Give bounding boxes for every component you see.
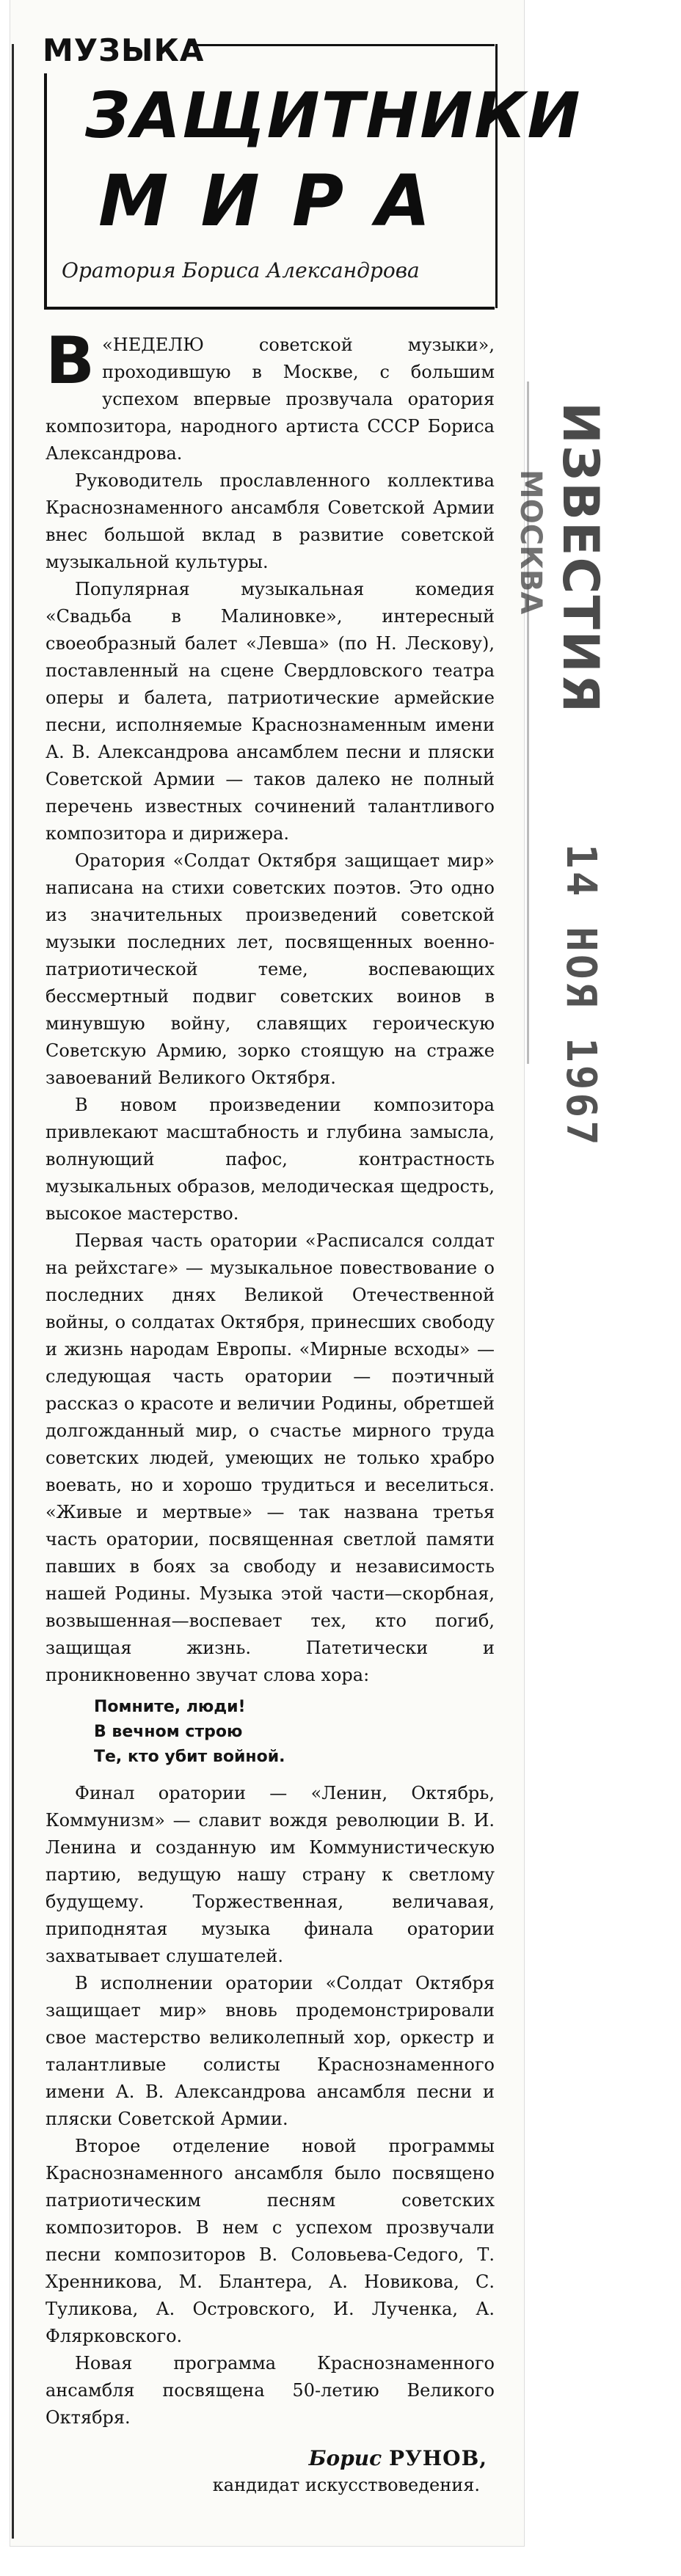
paragraph: В«НЕДЕЛЮ советской музыки», проходившую в Москве, с большим успехом впервые прозвучала оратория композитора, народного артиста СССР Бориса Александрова. [45,323,495,464]
verse-line: Те, кто убит войной. [94,1748,285,1766]
verse-line: Помните, люди! [94,1698,246,1716]
section-rubric: МУЗЫКА [43,32,205,68]
author-first-name: Борис [308,2446,382,2470]
stamp-newspaper-name: ИЗВЕСТИЯ [551,402,609,715]
paragraph: Новая программа Краснознаменного ансамбля посвящена 50-летию Великого Октября. [45,2353,495,2428]
author-signature [45,2445,495,2472]
stamp-date: 14 НОЯ 1967 [557,844,605,1148]
paragraph: Первая часть оратории «Расписался солдат на рейхстаге» — музыкальное повествование о последних днях Великой Отечественной войны, о солдатах Октября, принесших свободу и жизнь народам Европы. «Мирные всходы» — следующая часть оратории — поэтичный рассказ о красоте и величии Родины, обретшей долгожданный мир, о счастье мирного труда советских людей, умеющих не только храбро воевать, но и хорошо трудиться и веселиться. «Живые и мертвые» — так названа третья часть оратории, посвященная светлой памяти павших в боях за свободу и независимость нашей Родины. Музыка этой части—скорбная, возвышенная—воспевает тех, кто погиб, защищая жизнь. Патетически и проникновенно звучат слова хора: [45,1230,495,1685]
paragraph: Финал оратории — «Ленин, Октябрь, Коммунизм» — славит вождя революции В. И. Ленина и созданную им Коммунистическую партию, ведущую нашу страну к светлому будущему. Торжественная, величавая, приподнятая музыка финала оратории захватывает слушателей. [45,1783,495,1966]
headline-box [44,73,582,310]
paragraph: В исполнении оратории «Солдат Октября защищает мир» вновь продемонстрировали свое мастерство великолепный хор, оркестр и талантливые солисты Краснознаменного имени А. В. Александрова ансамбля песни и пляски Советской Армии. [45,1973,495,2129]
verse-line: В вечном строю [94,1723,243,1741]
choir-verse [94,1695,495,1770]
left-margin-rule [12,44,18,2539]
headline-subtitle: Оратория Бориса Александрова [62,258,420,282]
paragraph: Популярная музыкальная комедия «Свадьба в Малиновке», интересный своеобразный балет «Левша» (по Н. Лескову), поставленный на сцене Свердловского театра оперы и балета, патриотические армейские песни, исполняемые Краснознаменным имени А. В. Александрова ансамблем песни и пляски Советской Армии — таков далеко не полный перечень известных сочинений талантливого композитора и дирижера. [45,579,495,844]
headline-line-1: ЗАЩИТНИКИ [85,79,582,153]
headline-rule-top [186,44,495,46]
headline-line-2: МИРА [98,160,463,242]
author-surname: РУНОВ, [388,2446,487,2470]
author-affiliation: кандидат искусствоведения. [212,2475,480,2495]
article-body [45,323,495,2499]
paragraph: В новом произведении композитора привлекают масштабность и глубина замысла, волнующий пафос, контрастность музыкальных образов, мелодическая щедрость, высокое мастерство. [45,1095,495,1224]
paragraph: Руководитель прославленного коллектива Краснознаменного ансамбля Советской Армии внес большой вклад в развитие советской музыкальной культуры. [45,470,495,572]
stamp-city: МОСКВА [514,470,547,615]
paragraph: Оратория «Солдат Октября защищает мир» написана на стихи советских поэтов. Это одно из значительных произведений советской музыки последних лет, посвященных военно-патриотической теме, воспевающих бессмертный подвиг советских воинов в минувшую войну, славящих героическую Советскую Армию, зорко стоящую на страже завоеваний Великого Октября. [45,850,495,1088]
paragraph: Второе отделение новой программы Краснознаменного ансамбля было посвящено патриотическим песням советских композиторов. В нем с успехом прозвучали песни композиторов В. Соловьева-Седого, Т. Хренникова, М. Блантера, А. Новикова, С. Туликова, А. Островского, И. Лученка, А. Флярковского. [45,2136,495,2346]
